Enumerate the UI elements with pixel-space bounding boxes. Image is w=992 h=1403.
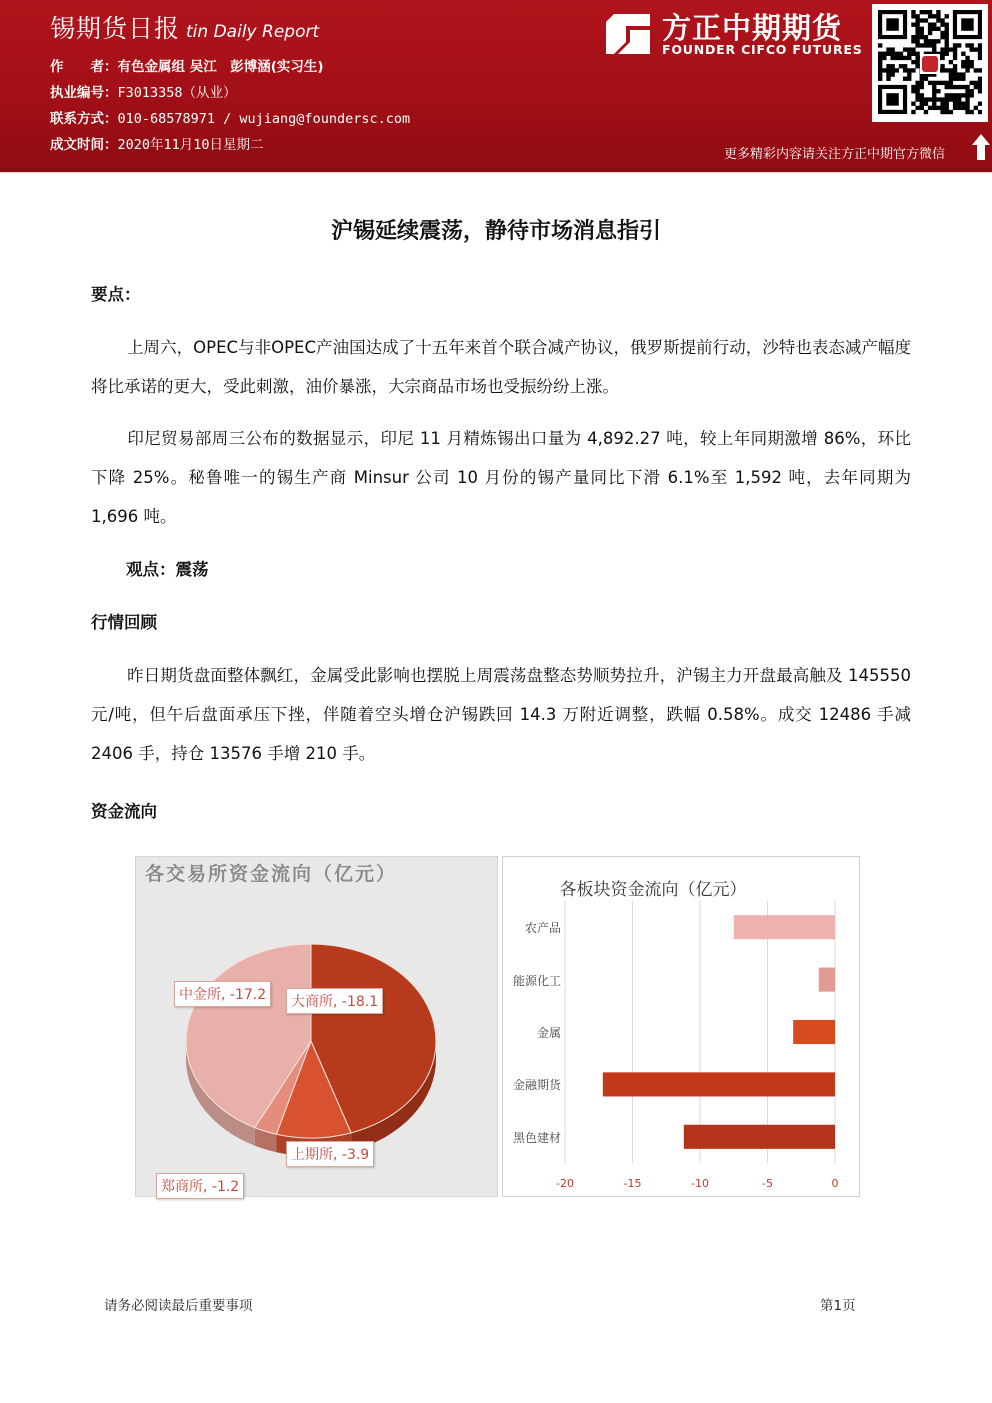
contact-label: 联系方式： — [50, 111, 118, 127]
company-logo — [604, 8, 863, 58]
date-value: 2020年11月10日星期二 — [117, 137, 264, 153]
bar-x-tick-label: -5 — [762, 1177, 773, 1190]
bar-category-label: 能源化工 — [512, 973, 561, 988]
license-line — [50, 81, 237, 101]
bar-x-tick-label: 0 — [831, 1177, 839, 1190]
wechat-qr-code[interactable] — [872, 4, 988, 122]
logo-mark-icon — [604, 10, 652, 58]
view-text: 观点：震荡 — [126, 560, 209, 579]
keypoints-heading: 要点： — [91, 285, 141, 304]
bar-2 — [793, 1020, 835, 1044]
license-value: F3013358（从业） — [117, 85, 237, 101]
paragraph-opec: 上周六，OPEC与非OPEC产油国达成了十五年来首个联合减产协议，俄罗斯提前行动，沙特也表态减产幅度将比承诺的更大，受此刺激，油价暴涨，大宗商品市场也受振纷纷上涨。 — [91, 338, 911, 396]
report-header — [0, 0, 992, 172]
date-line — [50, 133, 264, 153]
document-title: 沪锡延续震荡，静待市场消息指引 — [330, 219, 661, 244]
pie-label-cffex: 中金所, -17.2 — [174, 981, 271, 1007]
bar-category-label: 金属 — [536, 1026, 561, 1040]
bar-category-label: 黑色建材 — [512, 1130, 561, 1145]
bar-chart-title: 各板块资金流向（亿元） — [559, 880, 747, 900]
header-shadow — [0, 168, 992, 174]
arrow-up-icon — [972, 134, 990, 160]
pie-chart-title: 各交易所资金流向（亿元） — [144, 863, 397, 885]
bar-category-label: 农产品 — [524, 921, 561, 936]
pie-label-dce: 大商所, -18.1 — [286, 988, 383, 1014]
page-number: 第1页 — [820, 1298, 856, 1314]
author-line — [50, 55, 324, 75]
bar-category-label: 金融期货 — [512, 1078, 561, 1093]
bar-4 — [684, 1125, 835, 1149]
logo-cn-text: 方正中期期货 — [662, 11, 843, 45]
logo-en-text: FOUNDER CIFCO FUTURES — [662, 42, 863, 57]
paragraph-indonesia: 印尼贸易部周三公布的数据显示，印尼 11 月精炼锡出口量为 4,892.27 吨，较上年同期激增 86%，环比下降 25%。秘鲁唯一的锡生产商 Minsur 公司 10 月份的锡产量同比下滑 6.1%至 1,592 吨，去年同期为 1,696 吨。 — [91, 429, 911, 526]
bar-1 — [819, 968, 835, 992]
follow-wechat-text: 更多精彩内容请关注方正中期官方微信 — [724, 147, 946, 162]
bar-x-tick-label: -10 — [691, 1177, 709, 1190]
report-subtitle: tin Daily Report — [186, 22, 320, 42]
bar-0 — [734, 915, 835, 939]
report-title: 锡期货日报 tin Daily Report — [50, 14, 320, 43]
contact-line — [50, 107, 410, 127]
contact-value: 010-68578971 / wujiang@foundersc.com — [117, 111, 411, 127]
pie-label-czce: 郑商所, -1.2 — [156, 1173, 244, 1199]
fund-flow-heading: 资金流向 — [91, 802, 157, 821]
exchange-fund-flow-pie-chart — [135, 856, 498, 1197]
sector-fund-flow-bar-chart — [502, 856, 860, 1197]
bar-3 — [603, 1072, 835, 1096]
date-label: 成文时间： — [50, 137, 118, 153]
license-label: 执业编号： — [50, 85, 118, 101]
author-label: 作 者： — [50, 59, 118, 75]
footer-notice: 请务必阅读最后重要事项 — [104, 1298, 253, 1314]
pie-label-shfe: 上期所, -3.9 — [286, 1141, 374, 1167]
bar-x-tick-label: -15 — [623, 1177, 642, 1190]
qr-code-icon — [878, 10, 982, 116]
paragraph-market-review: 昨日期货盘面整体飘红，金属受此影响也摆脱上周震荡盘整态势顺势拉升，沪锡主力开盘最高触及 145550 元/吨，但午后盘面承压下挫，伴随着空头增仓沪锡跌回 14.3 万附近调整，跌幅 0.58%。成交 12486 手减 2406 手，持仓 13576 手增 210 手。 — [91, 666, 911, 763]
market-review-heading: 行情回顾 — [91, 613, 157, 632]
author-value: 有色金属组 吴江 彭博涵(实习生) — [117, 59, 324, 75]
bar-x-tick-label: -20 — [556, 1177, 574, 1190]
